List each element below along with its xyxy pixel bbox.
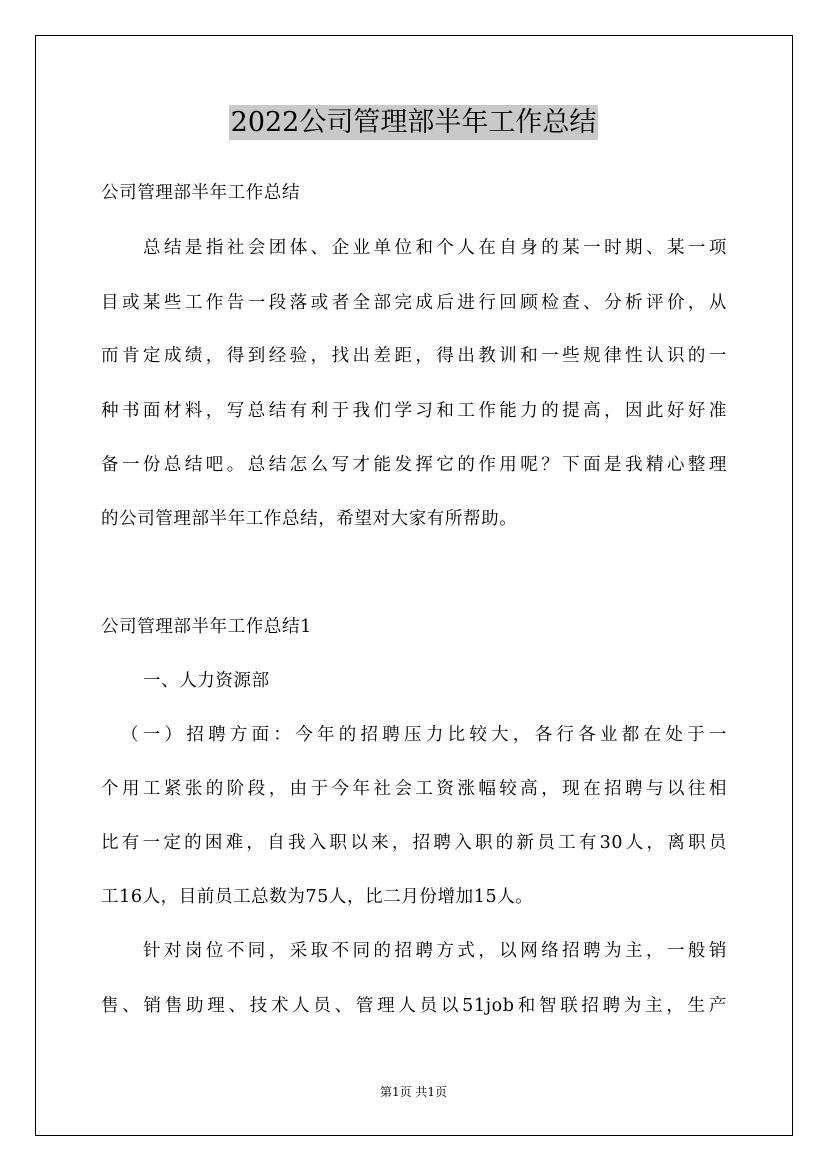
intro-line: 的公司管理部半年工作总结，希望对大家有所帮助。 [101,509,518,529]
document-title-text: 2022公司管理部半年工作总结 [230,107,597,138]
subtitle: 公司管理部半年工作总结 [101,183,301,203]
page-footer: 第1页 共1页 [379,1085,448,1099]
method-line: 售、销售助理、技术人员、管理人员以51job和智联招聘为主，生产 [101,996,727,1016]
recruit-line: 工16人，目前员工总数为75人，比二月份增加15人。 [101,887,534,907]
recruit-line: （一）招聘方面：今年的招聘压力比较大，各行各业都在处于一 [121,725,727,745]
intro-line: 备一份总结吧。总结怎么写才能发挥它的作用呢？下面是我精心整理 [101,455,727,475]
intro-line: 种书面材料，写总结有利于我们学习和工作能力的提高，因此好好准 [101,401,727,421]
intro-line: 目或某些工作告一段落或者全部完成后进行回顾检查、分析评价，从 [101,293,727,313]
recruit-line: 个用工紧张的阶段，由于今年社会工资涨幅较高，现在招聘与以往相 [101,779,727,799]
intro-line: 总结是指社会团体、企业单位和个人在自身的某一时期、某一项 [143,238,727,258]
subsection-title: 一、人力资源部 [143,671,270,691]
method-line: 针对岗位不同，采取不同的招聘方式，以网络招聘为主，一般销 [143,941,727,961]
intro-line: 而肯定成绩，得到经验，找出差距，得出教训和一些规律性认识的一 [101,346,727,366]
document-title [0,100,827,139]
section-title: 公司管理部半年工作总结1 [101,617,312,637]
recruit-line: 比有一定的困难，自我入职以来，招聘入职的新员工有30人，离职员 [101,833,727,853]
